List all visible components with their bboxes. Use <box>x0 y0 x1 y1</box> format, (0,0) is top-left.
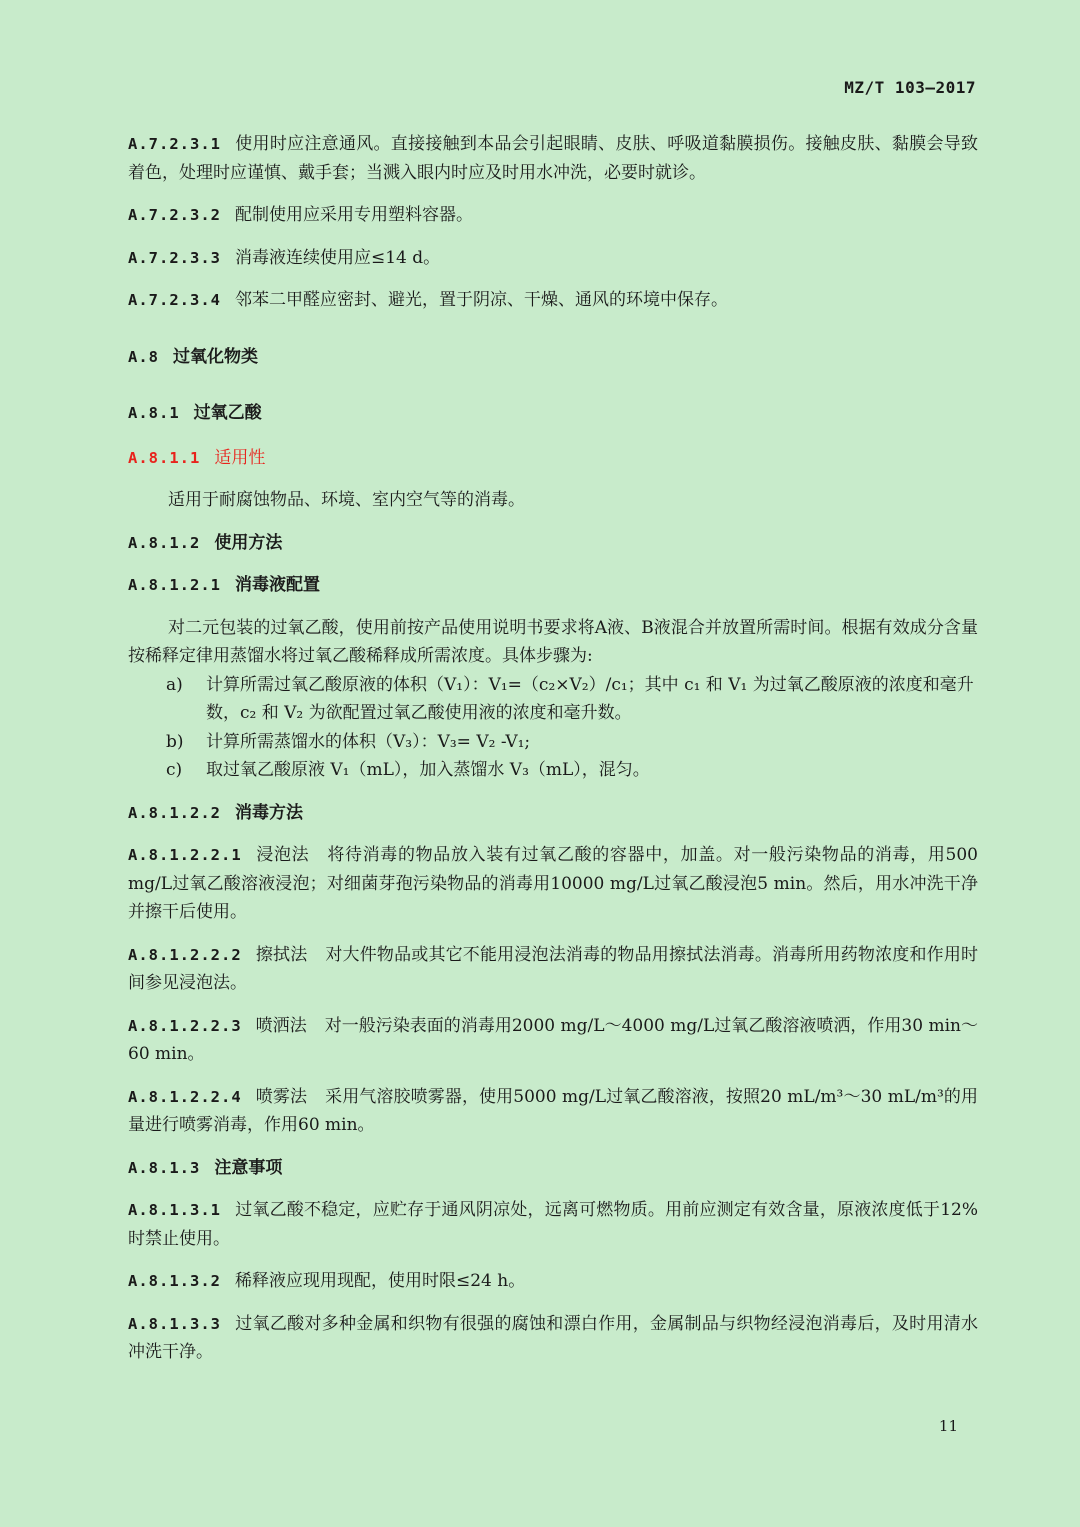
section-heading-a8122 <box>128 799 978 828</box>
method-term: 擦拭法 <box>255 944 308 965</box>
section-title: 使用方法 <box>214 532 283 553</box>
clause-a7233 <box>128 244 978 273</box>
clause-number: A.8.1.3.1 <box>128 1201 221 1219</box>
clause-a81221 <box>128 841 978 927</box>
method-term: 喷洒法 <box>255 1015 307 1036</box>
section-heading-a813 <box>128 1154 978 1183</box>
clause-number: A.7.2.3.3 <box>128 248 221 267</box>
clause-text: 过氧乙酸对多种金属和织物有很强的腐蚀和漂白作用，金属制品与织物经浸泡消毒后，及时用清水冲洗干净。 <box>128 1313 978 1362</box>
list-item-text: 计算所需蒸馏水的体积（V₃）：V₃= V₂ -V₁; <box>206 731 531 752</box>
clause-a8133 <box>128 1310 978 1367</box>
applicability-text: 适用于耐腐蚀物品、环境、室内空气等的消毒。 <box>168 490 525 510</box>
clause-text: 过氧乙酸不稳定，应贮存于通风阴凉处，远离可燃物质。用前应测定有效含量，原液浓度低于12%时禁止使用。 <box>128 1200 978 1249</box>
clause-number: A.7.2.3.1 <box>128 135 221 153</box>
clause-a8132 <box>128 1267 978 1296</box>
section-number: A.8 <box>128 347 159 366</box>
clause-text: 将待消毒的物品放入装有过氧乙酸的容器中，加盖。对一般污染物品的消毒，用500 mg/L过氧乙酸溶液浸泡；对细菌芽孢污染物品的消毒用10000 mg/L过氧乙酸浸泡5 min。然后，用水冲洗干净并擦干后使用。 <box>128 845 978 922</box>
clause-a7234 <box>128 286 978 315</box>
clause-text: 对大件物品或其它不能用浸泡法消毒的物品用擦拭法消毒。消毒所用药物浓度和作用时间参见浸泡法。 <box>128 944 979 993</box>
list-item-text: 计算所需过氧乙酸原液的体积（V₁）：V₁=（c₂×V₂）/c₁；其中 c₁ 和 V₁ 为过氧乙酸原液的浓度和毫升数，c₂ 和 V₂ 为欲配置过氧乙酸使用液的浓度和毫升数。 <box>206 674 974 723</box>
section-number: A.8.1.2 <box>128 533 201 552</box>
clause-text: 邻苯二甲醛应密封、避光，置于阴凉、干燥、通风的环境中保存。 <box>235 290 728 310</box>
document-id: MZ/T 103—2017 <box>844 78 976 97</box>
list-marker: b) <box>166 731 184 752</box>
clause-number: A.8.1.2.2.1 <box>128 846 242 864</box>
clause-number: A.8.1.3.3 <box>128 1314 221 1333</box>
page-content <box>128 130 978 1381</box>
section-number: A.8.1.2.2 <box>128 803 221 822</box>
clause-number: A.8.1.2.2.2 <box>128 945 242 964</box>
section-title: 注意事项 <box>214 1157 283 1178</box>
clause-number: A.8.1.2.2.3 <box>128 1016 242 1035</box>
method-term: 喷雾法 <box>255 1086 308 1107</box>
section-title: 适用性 <box>214 447 266 468</box>
clause-a8131 <box>128 1196 978 1253</box>
section-title: 消毒方法 <box>235 802 303 823</box>
clause-text: 配制使用应采用专用塑料容器。 <box>235 205 473 225</box>
clause-number: A.7.2.3.4 <box>128 291 221 309</box>
list-item-text: 取过氧乙酸原液 V₁（mL），加入蒸馏水 V₃（mL），混匀。 <box>206 760 650 780</box>
section-title: 消毒液配置 <box>235 575 320 595</box>
clause-a81223 <box>128 1012 978 1069</box>
clause-text: 使用时应注意通风。直接接触到本品会引起眼睛、皮肤、呼吸道黏膜损伤。接触皮肤、黏膜会导致着色，处理时应谨慎、戴手套；当溅入眼内时应及时用水冲洗，必要时就诊。 <box>128 134 978 183</box>
clause-text: 对一般污染表面的消毒用2000 mg/L～4000 mg/L过氧乙酸溶液喷洒，作用30 min～60 min。 <box>128 1015 979 1064</box>
clause-number: A.8.1.3.2 <box>128 1272 221 1290</box>
clause-number: A.7.2.3.2 <box>128 206 221 224</box>
clause-a81222 <box>128 941 978 998</box>
clause-text: 采用气溶胶喷雾器，使用5000 mg/L过氧乙酸溶液，按照20 mL/m³～30 mL/m³的用量进行喷雾消毒，作用60 min。 <box>128 1086 979 1135</box>
section-number: A.8.1 <box>128 404 180 422</box>
clause-text: 稀释液应现用现配，使用时限≤24 h。 <box>235 1271 526 1291</box>
preparation-intro: 对二元包装的过氧乙酸，使用前按产品使用说明书要求将A液、B液混合并放置所需时间。根据有效成分含量按稀释定律用蒸馏水将过氧乙酸稀释成所需浓度。具体步骤为: <box>128 617 978 666</box>
section-number: A.8.1.3 <box>128 1158 201 1177</box>
clause-text: 消毒液连续使用应≤14 d。 <box>235 247 441 268</box>
preparation-steps <box>128 671 978 785</box>
section-number: A.8.1.2.1 <box>128 576 221 594</box>
clause-number: A.8.1.2.2.4 <box>128 1087 242 1106</box>
section-heading-a812 <box>128 529 978 558</box>
clause-a7232 <box>128 201 978 230</box>
section-heading-a811 <box>128 444 978 473</box>
list-marker: c) <box>166 760 183 780</box>
method-term: 浸泡法 <box>255 845 310 865</box>
list-marker: a) <box>166 674 183 695</box>
clause-a7231 <box>128 130 978 187</box>
list-item <box>128 756 978 785</box>
section-heading-a81 <box>128 399 978 428</box>
section-number: A.8.1.1 <box>128 448 201 467</box>
list-item <box>128 671 978 728</box>
page-number: 11 <box>938 1417 958 1435</box>
list-item <box>128 728 978 757</box>
clause-a81224 <box>128 1083 978 1140</box>
section-title: 过氧乙酸 <box>193 403 262 423</box>
section-title: 过氧化物类 <box>173 346 258 367</box>
section-heading-a8 <box>128 343 978 372</box>
section-heading-a8121 <box>128 571 978 600</box>
